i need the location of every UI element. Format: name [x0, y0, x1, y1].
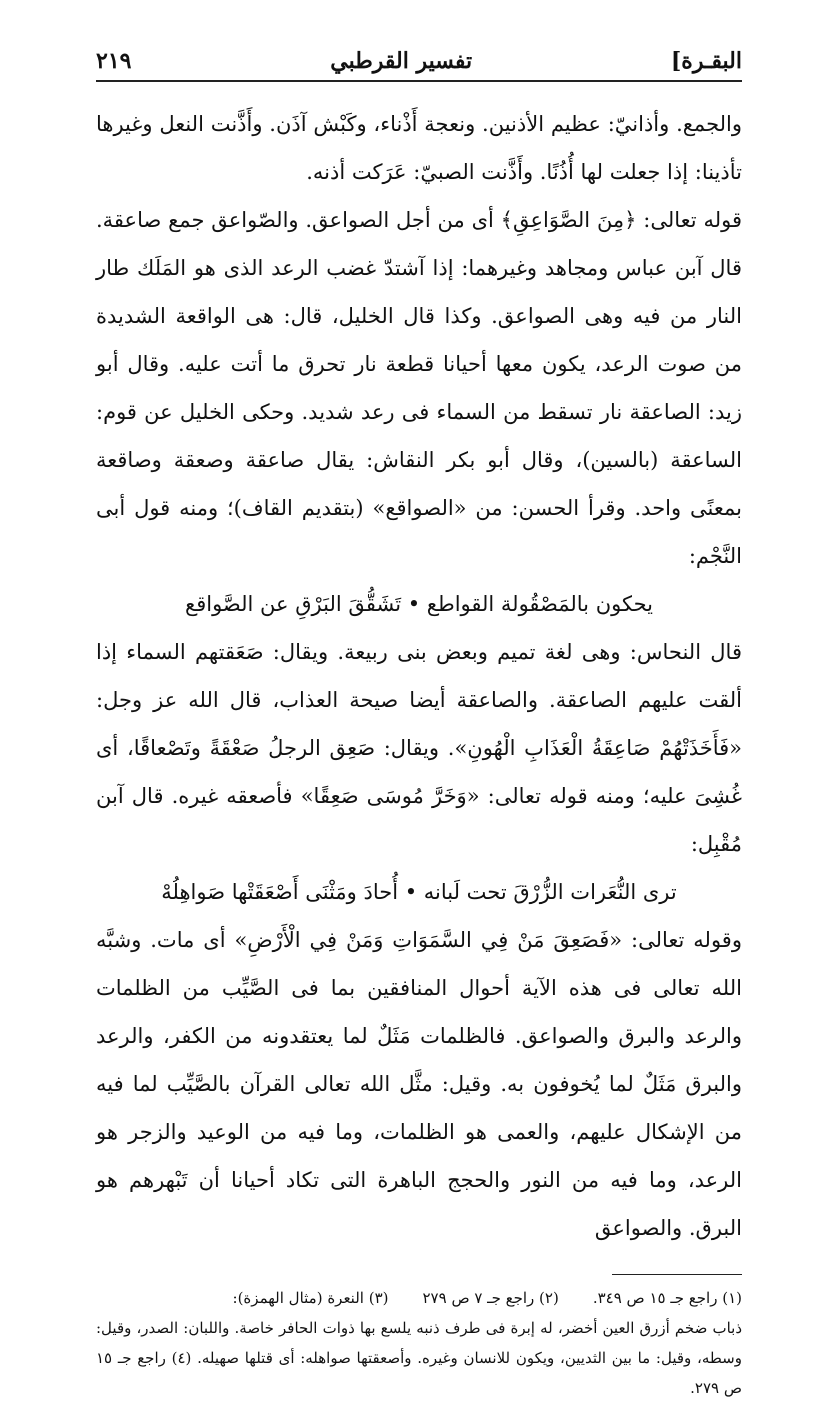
poetry-verse-abu-najm: يحكون بالمَصْقُولة القواطع • تَشَقُّقَ البَرْقِ عن الصَّواقع: [185, 592, 653, 616]
footnotes: [96, 1283, 742, 1403]
footnote-3: (٣) النعرة (مثال الهمزة):: [232, 1289, 389, 1307]
page-number: ٢١٩: [96, 48, 132, 74]
paragraph-nahhas: قال النحاس: وهى لغة تميم وبعض بنى ربيعة. ويقال: صَعَقتهم السماء إذا ألقت عليهم الصاعقة. والصاعقة أيضا صيحة العذاب، قال الله عز وجل: «فَأَخَذَتْهُمْ صَاعِقَةُ الْعَذَابِ الْهُونِ». ويقال: صَعِق الرجلُ صَعْقَةً وتَصْعاقًا، أى غُشِىَ عليه؛ ومنه قوله تعالى: «وَخَرَّ مُوسَى صَعِقًا» فأصعقه غيره. قال آبن مُقْبِل:: [96, 640, 742, 856]
page-header: [96, 40, 742, 82]
paragraph-thunderbolts: قوله تعالى: ﴿مِنَ الصَّوَاعِقِ﴾ أى من أجل الصواعق. والصّواعق جمع صاعقة. قال آبن عباس ومجاهد وغيرهما: إذا آشتدّ غضب الرعد الذى هو المَلَك طار النار من فيه وهى الصواعق. وكذا قال الخليل، قال: هى الواقعة الشديدة من صوت الرعد، يكون معها أحيانا قطعة نار تحرق ما أتت عليه. وقال أبو زيد: الصاعقة نار تسقط من السماء فى رعد شديد. وحكى الخليل عن قوم: الساعقة (بالسين)، وقال أبو بكر النقاش: يقال صاعقة وصعقة وصاقعة بمعنًى واحد. وقرأ الحسن: من «الصواقع» (بتقديم القاف)؛ ومنه قول أبى النَّجْم:: [96, 208, 742, 568]
surah-name: البقـرة]: [670, 48, 742, 74]
footnote-2: (٢) راجع جـ ٧ ص ٢٧٩: [422, 1289, 559, 1307]
footnote-1: (١) راجع جـ ١٥ ص ٣٤٩.: [592, 1289, 742, 1307]
footnote-3-text: ذباب ضخم أزرق العين أخضر، له إبرة فى طرف ذنبه يلسع بها ذوات الحافر خاصة. واللبان: الصدر، وقيل: وسطه، وقيل: ما بين الثديين، ويكون للانسان وغيره. وأصعقتها صواهله: أى قتلها صهيله.: [96, 1319, 742, 1367]
footnote-divider: [612, 1274, 742, 1275]
footnote-4: (٤) راجع جـ ١٥ ص ٢٧٩.: [96, 1349, 742, 1397]
main-text: [96, 100, 742, 1252]
poetry-verse-ibn-muqbil: ترى النُّعَرات الزُّرْقَ تحت لَبانه • أُحادَ ومَثْنَى أَصْعَقَتْها صَواهِلُهْ: [161, 880, 677, 904]
book-title: تفسير القرطبي: [330, 48, 473, 74]
paragraph-parable: وقوله تعالى: «فَصَعِقَ مَنْ فِي السَّمَوَاتِ وَمَنْ فِي الْأَرْضِ» أى مات. وشبَّه الله تعالى فى هذه الآية أحوال المنافقين بما فى الصَّيِّب من الظلمات والرعد والبرق والصواعق. فالظلمات مَثَلٌ لما يعتقدونه من الكفر، والرعد والبرق مَثَلٌ لما يُخوفون به. وقيل: مثَّل الله تعالى القرآن بالصَّيِّب لما فيه من الإشكال عليهم، والعمى هو الظلمات، وما فيه من الوعيد والزجر هو الرعد، وما فيه من النور والحجج الباهرة التى تكاد أحيانا أن تَبْهرهم هو البرق. والصواعق: [96, 928, 742, 1240]
footnote-refs-row: [96, 1283, 742, 1313]
paragraph-ears: والجمع. وأذانيّ: عظيم الأذنين. ونعجة أَذْناء، وكَبْش آذَن. وأَذَّنت النعل وغيرها تأذينا: إذا جعلت لها أُذُنًا. وأَذَّنت الصبيّ: عَرَكت أذنه.: [96, 112, 742, 184]
